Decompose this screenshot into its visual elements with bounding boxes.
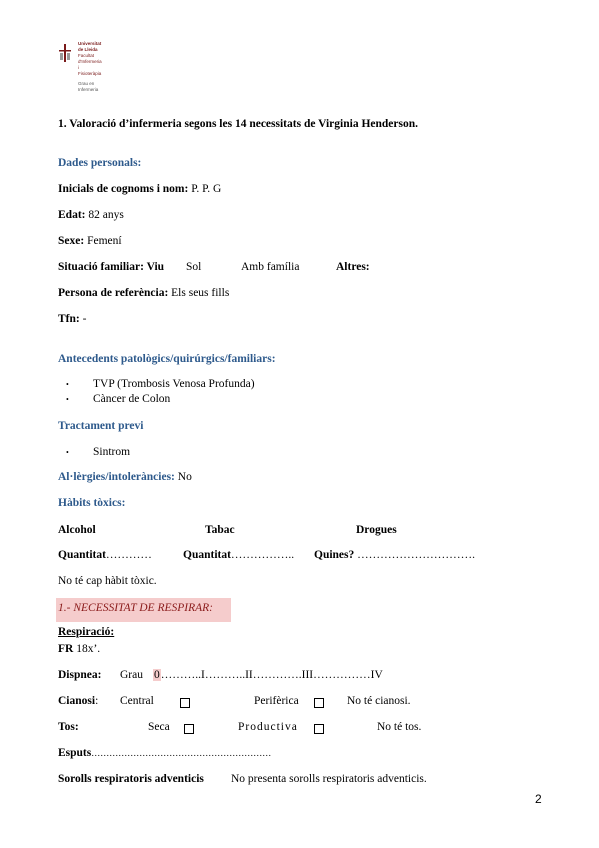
tobacco-quantity (183, 549, 294, 561)
sex-row (58, 235, 122, 247)
page-number: 2 (535, 792, 542, 806)
history-item-1: TVP (Trombosis Venosa Profunda) (93, 378, 255, 390)
dyspnea-grade-0: 0 (154, 669, 160, 681)
cyanosis-colon: : (95, 695, 99, 707)
age-value: 82 anys (85, 209, 124, 221)
cyanosis-option-central: Central (120, 695, 154, 707)
phone-value: - (79, 313, 87, 325)
sputum-label: Esputs (58, 747, 92, 759)
history-bullet-2: • (66, 395, 69, 404)
cough-dry-checkbox[interactable] (184, 724, 194, 734)
initials-value: P. P. G (188, 183, 222, 195)
need1-heading: 1.- NECESSITAT DE RESPIRAR: (58, 602, 214, 614)
habits-note: No té cap hàbit tòxic. (58, 575, 157, 587)
university-crest-icon (58, 44, 72, 62)
allergies-value: No (174, 471, 192, 483)
dyspnea-grade-label: Grau (120, 669, 143, 681)
cough-productive-checkbox[interactable] (314, 724, 324, 734)
sputum-row (58, 747, 271, 759)
treatment-bullet-1: • (66, 448, 69, 457)
logo-degree-name: Grau en Infermeria (78, 81, 99, 92)
dyspnea-grade-1: I (201, 669, 205, 681)
family-option-other: Altres: (336, 261, 370, 273)
fr-label: FR (58, 643, 74, 655)
cyanosis-option-peripheral: Perifèrica (254, 695, 299, 707)
cyanosis-label-row (58, 695, 98, 707)
phone-row (58, 313, 86, 325)
cyanosis-peripheral-checkbox[interactable] (314, 698, 324, 708)
cough-note: No té tos. (377, 721, 422, 733)
alcohol-quantity (58, 549, 152, 561)
family-situation-label: Situació familiar: Viu (58, 261, 165, 273)
cyanosis-central-checkbox[interactable] (180, 698, 190, 708)
habits-tobacco: Tabac (205, 524, 235, 536)
treatment-item-1: Sintrom (93, 446, 131, 458)
dyspnea-grade-3: III (301, 669, 314, 681)
drugs-which (314, 549, 475, 561)
sex-value: Femení (84, 235, 122, 247)
cough-option-productive: Productiva (238, 721, 298, 733)
history-heading: Antecedents patològics/quirúrgics/familiars: (58, 353, 276, 365)
drugs-which-label: Quines? (314, 549, 355, 561)
allergies-label: Al·lèrgies/intoleràncies: (58, 471, 175, 483)
drugs-which-dots: …………………………. (354, 549, 476, 561)
initials-row (58, 183, 221, 195)
sex-label: Sexe: (58, 235, 85, 247)
cyanosis-label: Cianosi (58, 695, 96, 707)
logo-faculty-name: Facultat d'Infermeria i Fisioteràpia (78, 53, 102, 76)
alcohol-quantity-dots: ………… (105, 549, 152, 561)
initials-label: Inicials de cognoms i nom: (58, 183, 189, 195)
age-label: Edat: (58, 209, 86, 221)
reference-person-value: Els seus fills (168, 287, 230, 299)
sputum-dots: …………………………………………………… (91, 748, 272, 758)
treatment-heading: Tractament previ (58, 420, 144, 432)
dyspnea-label: Dispnea: (58, 669, 102, 681)
habits-drugs: Drogues (356, 524, 397, 536)
fr-row (58, 643, 100, 655)
tobacco-quantity-dots: …………….. (230, 549, 295, 561)
family-option-with-family: Amb família (241, 261, 300, 273)
age-row (58, 209, 124, 221)
family-option-alone: Sol (186, 261, 202, 273)
logo-university-name: Universitat de Lleida (78, 41, 102, 52)
habits-alcohol: Alcohol (58, 524, 96, 536)
dyspnea-grade-2: II (245, 669, 253, 681)
dyspnea-scale: 0………..I………..II………….III……………IV (154, 669, 383, 681)
history-bullet-1: • (66, 380, 69, 389)
reference-person-row (58, 287, 229, 299)
respiration-label: Respiració: (58, 626, 115, 638)
document-title: 1. Valoració d’infermeria segons les 14 necessitats de Virginia Henderson. (58, 118, 418, 130)
cyanosis-note: No té cianosi. (347, 695, 411, 707)
phone-label: Tfn: (58, 313, 80, 325)
reference-person-label: Persona de referència: (58, 287, 169, 299)
history-item-2: Càncer de Colon (93, 393, 171, 405)
adventitious-sounds-label: Sorolls respiratoris adventicis (58, 773, 204, 785)
personal-data-heading: Dades personals: (58, 157, 142, 169)
cough-option-dry: Seca (148, 721, 170, 733)
dyspnea-grade-4: IV (370, 669, 383, 681)
alcohol-quantity-label: Quantitat (58, 549, 106, 561)
tobacco-quantity-label: Quantitat (183, 549, 231, 561)
allergies-row (58, 471, 192, 483)
habits-heading: Hàbits tòxics: (58, 497, 126, 509)
cough-label: Tos: (58, 721, 79, 733)
adventitious-sounds-value: No presenta sorolls respiratoris adventicis. (231, 773, 427, 785)
fr-value: 18x’. (73, 643, 101, 655)
